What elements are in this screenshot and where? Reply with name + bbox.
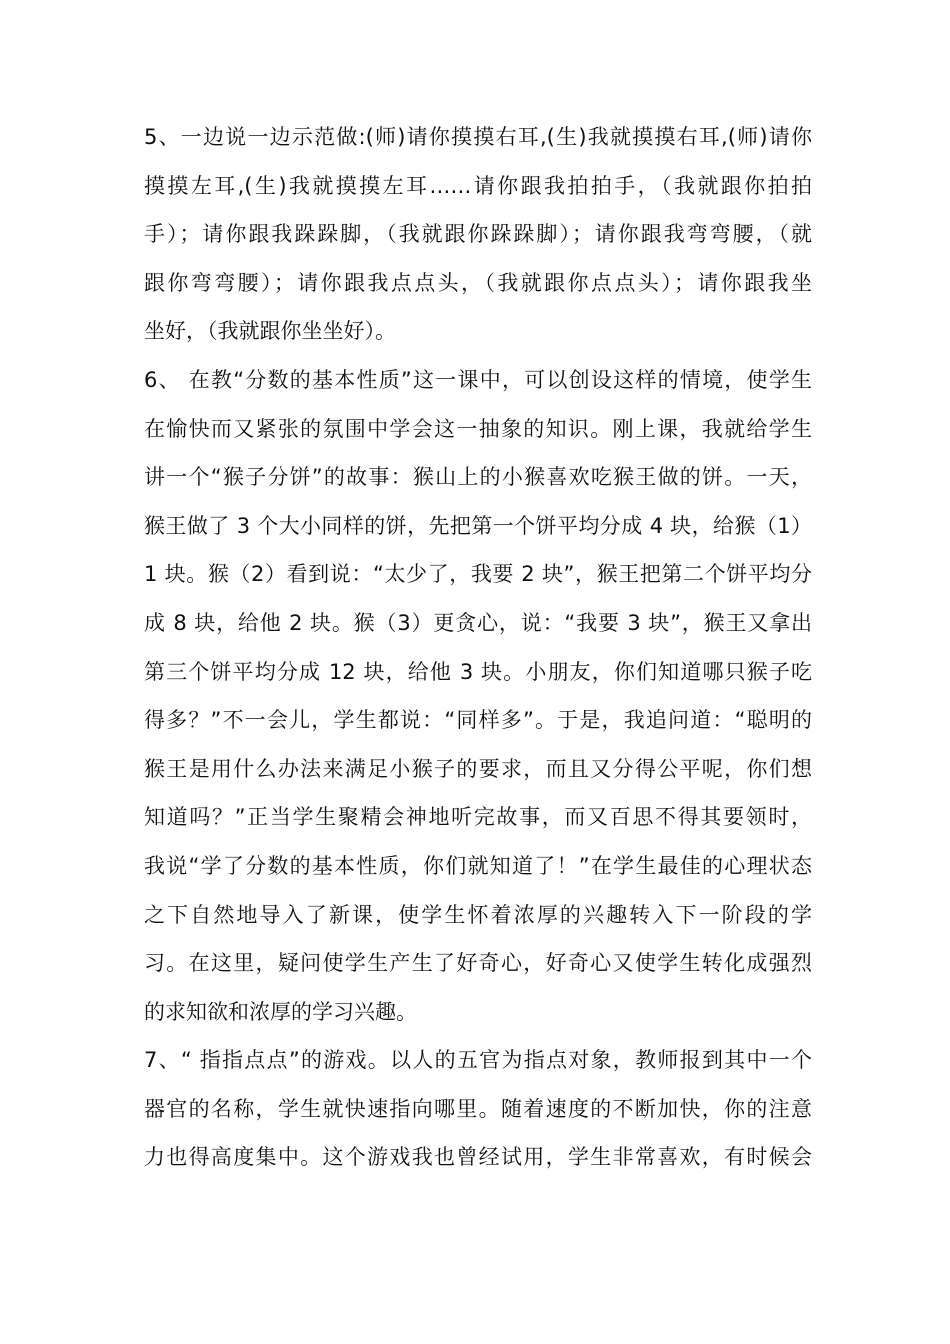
text-line: 坐好，（我就跟你坐坐好）。: [144, 319, 396, 344]
document-body: [144, 113, 812, 1182]
text-line: 讲一个“猴子分饼”的故事：猴山上的小猴喜欢吃猴王做的饼。一天，: [144, 465, 812, 490]
text-line: 7、“ 指指点点”的游戏。以人的五官为指点对象，教师报到其中一个: [144, 1048, 812, 1073]
text-line: 5、一边说一边示范做:(师)请你摸摸右耳,(生)我就摸摸右耳,(师)请你: [144, 125, 812, 149]
text-line: 知道吗？”正当学生聚精会神地听完故事，而又百思不得其要领时，: [144, 805, 812, 830]
paragraph-item-7: [144, 1036, 812, 1182]
text-line: 1 块。猴（2）看到说：“太少了，我要 2 块”，猴王把第二个饼平均分: [144, 562, 812, 587]
text-line: 之下自然地导入了新课，使学生怀着浓厚的兴趣转入下一阶段的学: [144, 902, 812, 927]
text-line: 力也得高度集中。这个游戏我也曾经试用，学生非常喜欢，有时候会: [144, 1145, 812, 1170]
text-line: 猴王是用什么办法来满足小猴子的要求，而且又分得公平呢，你们想: [144, 756, 812, 781]
text-line: 器官的名称，学生就快速指向哪里。随着速度的不断加快，你的注意: [144, 1096, 812, 1121]
text-line: 在愉快而又紧张的氛围中学会这一抽象的知识。刚上课，我就给学生: [144, 416, 812, 441]
text-line: 摸摸左耳,(生)我就摸摸左耳……请你跟我拍拍手，（我就跟你拍拍: [144, 173, 812, 198]
text-line: 手）；请你跟我跺跺脚，（我就跟你跺跺脚）；请你跟我弯弯腰，（就: [144, 222, 812, 247]
text-line: 我说“学了分数的基本性质，你们就知道了！”在学生最佳的心理状态: [144, 853, 812, 878]
paragraph-item-6: [144, 356, 812, 1036]
text-line: 习。在这里，疑问使学生产生了好奇心，好奇心又使学生转化成强烈: [144, 951, 812, 976]
text-line: 得多？”不一会儿，学生都说：“同样多”。于是，我追问道：“聪明的: [144, 708, 812, 733]
text-line: 第三个饼平均分成 12 块，给他 3 块。小朋友，你们知道哪只猴子吃: [144, 659, 812, 684]
text-line: 成 8 块，给他 2 块。猴（3）更贪心，说：“我要 3 块”，猴王又拿出: [144, 610, 812, 635]
text-line: 6、 在教“分数的基本性质”这一课中，可以创设这样的情境，使学生: [144, 367, 812, 392]
paragraph-item-5: [144, 113, 812, 356]
text-line: 的求知欲和浓厚的学习兴趣。: [144, 999, 417, 1024]
text-line: 猴王做了 3 个大小同样的饼，先把第一个饼平均分成 4 块，给猴（1）: [144, 513, 812, 538]
text-line: 跟你弯弯腰）；请你跟我点点头，（我就跟你点点头）；请你跟我坐: [144, 270, 812, 295]
